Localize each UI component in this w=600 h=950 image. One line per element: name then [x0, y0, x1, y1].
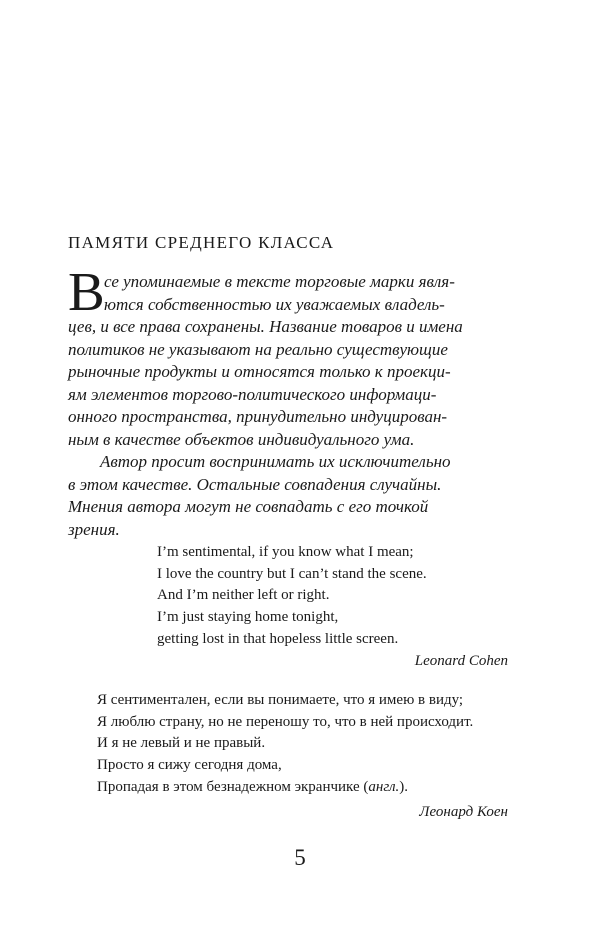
verse-line: Пропадая в этом безнадежном экранчике (англ.). — [97, 778, 409, 795]
verse-line: Я люблю страну, но не переношу то, что в ней происходит. — [97, 713, 474, 730]
paragraph-line: в этом качестве. Остальные совпадения случайны. — [68, 474, 442, 494]
paragraph-line: ным в качестве объектов индивидуального ума. — [68, 429, 415, 449]
paragraph-line: цев, и все права сохранены. Название товаров и имена — [68, 317, 463, 336]
paragraph-line: В се упоминаемые в тексте торговые марки явля- — [68, 261, 455, 322]
verse-line: Я сентиментален, если вы понимаете, что я имею в виду; — [97, 692, 464, 708]
page-number: 5 — [294, 845, 306, 870]
epigraph-attribution: Leonard Cohen — [414, 653, 508, 669]
paragraph-line: онного пространства, принудительно индуцирован- — [68, 407, 448, 426]
paragraph-line: Мнения автора могут не совпадать с его точкой — [68, 497, 429, 516]
paragraph-line: политиков не указывают на реально существующие — [68, 339, 448, 359]
verse-line: getting lost in that hopeless little screen. — [157, 630, 399, 647]
drop-cap: В — [68, 261, 105, 322]
translation-attribution: Леонард Коен — [419, 804, 508, 820]
verse-line: I’m just staying home tonight, — [157, 609, 339, 626]
verse-line: And I’m neither left or right. — [157, 587, 330, 604]
translation-verse — [97, 690, 473, 798]
verse-line: Просто я сижу сегодня дома, — [97, 757, 282, 774]
paragraph-line: ям элементов торгово-политического информаци- — [68, 384, 437, 404]
language-note: англ. — [368, 778, 400, 795]
paragraph-line: рыночные продукты и относятся только к проекци- — [68, 362, 451, 381]
paragraph-line: ются собственностью их уважаемых владель- — [104, 294, 445, 314]
verse-line: И я не левый и не правый. — [97, 735, 266, 752]
paragraph-line: Автор просит воспринимать их исключительно — [100, 452, 451, 471]
verse-line: I love the country but I can’t stand the scene. — [157, 565, 427, 582]
chapter-heading: ПАМЯТИ СРЕДНЕГО КЛАССА — [68, 233, 335, 252]
paragraph-line: зрения. — [68, 519, 120, 539]
disclaimer-text — [68, 261, 512, 541]
epigraph-verse — [157, 542, 427, 650]
verse-line: I’m sentimental, if you know what I mean; — [157, 544, 414, 560]
